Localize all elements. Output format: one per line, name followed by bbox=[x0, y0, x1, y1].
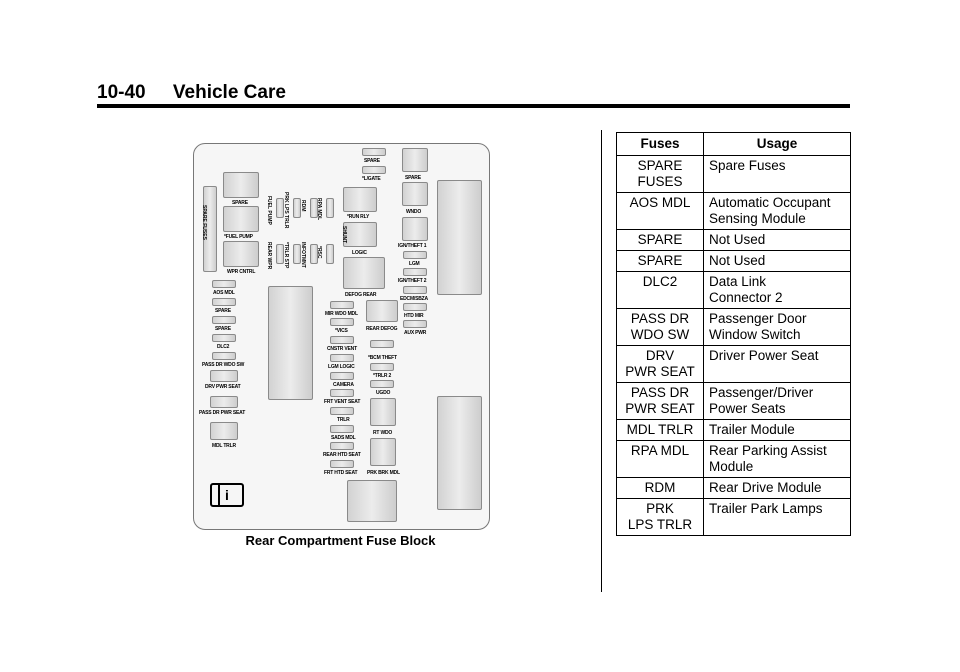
usage-line: Data Link bbox=[709, 274, 767, 289]
usage-line: Passenger Door bbox=[709, 311, 807, 326]
label-htd-mir: HTD MIR bbox=[404, 313, 424, 319]
fuse-name-cell bbox=[617, 193, 704, 230]
label-dlc2: DLC2 bbox=[217, 344, 230, 350]
label-spare-a: SPARE bbox=[232, 200, 248, 206]
fuse-name-cell bbox=[617, 251, 704, 272]
fuse-lgm-logic bbox=[330, 354, 354, 362]
usage-line: Trailer Module bbox=[709, 422, 795, 437]
table-row bbox=[617, 478, 851, 499]
fuse-frt-htd-seat bbox=[330, 460, 354, 468]
fuse-htd-mir bbox=[403, 303, 427, 311]
label-prk-brk-mdl: PRK BRK MDL bbox=[367, 470, 400, 476]
usage-line: Driver Power Seat bbox=[709, 348, 819, 363]
label-pass-dr-pwr-seat: PASS DR PWR SEAT bbox=[199, 410, 246, 416]
label-infotmnt: INFOTMNT bbox=[300, 242, 306, 268]
label-lgate: *L/GATE bbox=[362, 176, 381, 182]
label-mdl-trlr: MDL TRLR bbox=[212, 443, 236, 449]
fuse-edcm-sbza bbox=[403, 286, 427, 294]
fuse-fuel-pump bbox=[223, 206, 259, 232]
label-trlr-2: *TRLR 2 bbox=[373, 373, 392, 379]
fuse-name-line: PASS DR bbox=[630, 385, 690, 400]
fuse-name-cell bbox=[617, 346, 704, 383]
usage-line: Sensing Module bbox=[709, 211, 806, 226]
usage-cell bbox=[704, 346, 851, 383]
table-row bbox=[617, 193, 851, 230]
label-spare-c: SPARE bbox=[215, 326, 231, 332]
usage-cell bbox=[704, 156, 851, 193]
fuse-spare-b bbox=[212, 298, 236, 306]
label-sads-mdl: SADS MDL bbox=[331, 435, 356, 441]
column-header-usage: Usage bbox=[704, 133, 851, 156]
fuse-mdl-trlr bbox=[210, 422, 238, 440]
label-trlr: TRLR bbox=[337, 417, 350, 423]
fuse-spare-a bbox=[223, 172, 259, 198]
label-ign-theft-1: IGN/THEFT 1 bbox=[398, 243, 427, 249]
usage-line: Rear Drive Module bbox=[709, 480, 822, 495]
label-cnstr-vent: CNSTR VENT bbox=[327, 346, 357, 352]
usage-line: Passenger/Driver bbox=[709, 385, 814, 400]
column-header-fuses: Fuses bbox=[617, 133, 704, 156]
table-row bbox=[617, 420, 851, 441]
relay-rt-wdo bbox=[370, 398, 396, 426]
fuse-aux-pwr bbox=[403, 320, 427, 328]
label-spare-top: SPARE bbox=[364, 158, 380, 164]
label-defog-rear: DEFOG REAR bbox=[345, 292, 377, 298]
usage-line: Rear Parking Assist bbox=[709, 443, 827, 458]
label-rt-wdo: RT WDO bbox=[373, 430, 393, 436]
label-lgm: LGM bbox=[409, 261, 420, 267]
label-bcm-theft: *BCM THEFT bbox=[368, 355, 397, 361]
fuse-name-line: PWR SEAT bbox=[625, 401, 695, 416]
fuse-name-line: SPARE bbox=[637, 232, 683, 247]
label-mir-wdo-mdl: MIR WDO MDL bbox=[325, 311, 358, 317]
fuse-spare-c bbox=[212, 316, 236, 324]
relay-large-left bbox=[268, 286, 313, 400]
label-rpa-mdl: RPA MDL bbox=[316, 198, 322, 221]
relay-rear-defog bbox=[366, 300, 398, 322]
fuse-name-line: LPS TRLR bbox=[627, 517, 693, 532]
fuse-lgm bbox=[403, 251, 427, 259]
fuse-name-line: PASS DR bbox=[630, 311, 690, 326]
label-rsc: *RSC bbox=[316, 246, 322, 259]
fuse-name-line: PRK bbox=[646, 501, 674, 516]
label-rear-defog: REAR DEFOG bbox=[366, 326, 398, 332]
relay-wndo bbox=[402, 182, 428, 206]
label-ugdo: UGDO bbox=[376, 390, 391, 396]
label-aux-pwr: AUX PWR bbox=[404, 330, 427, 336]
usage-cell bbox=[704, 230, 851, 251]
label-spare-b: SPARE bbox=[215, 308, 231, 314]
fuse-dlc2 bbox=[212, 334, 236, 342]
fuse-rpa-mdl bbox=[326, 198, 334, 218]
fuse-camera bbox=[330, 372, 354, 380]
label-rdm: RDM bbox=[300, 200, 306, 212]
usage-cell bbox=[704, 272, 851, 309]
fuse-frt-vent-seat bbox=[330, 389, 354, 397]
usage-line: Not Used bbox=[709, 253, 766, 268]
label-rear-wpr: REAR WPR bbox=[266, 242, 272, 270]
usage-cell bbox=[704, 441, 851, 478]
fuse-pass-dr-wdo-sw bbox=[212, 352, 236, 360]
label-rear-htd-seat: REAR HTD SEAT bbox=[323, 452, 361, 458]
fuse-name-cell bbox=[617, 309, 704, 346]
fuse-name-cell bbox=[617, 156, 704, 193]
label-frt-vent-seat: FRT VENT SEAT bbox=[324, 399, 361, 405]
table-row bbox=[617, 251, 851, 272]
info-book-icon: i bbox=[210, 483, 244, 507]
fuse-name-line: RPA MDL bbox=[630, 443, 690, 458]
table-row bbox=[617, 346, 851, 383]
fuse-trlr bbox=[330, 407, 354, 415]
fuse-usage-table bbox=[616, 132, 851, 536]
fuse-name-line: WDO SW bbox=[630, 327, 690, 342]
usage-cell bbox=[704, 383, 851, 420]
label-edcm-sbza: EDCM/SBZA bbox=[400, 296, 428, 302]
usage-line: Window Switch bbox=[709, 327, 801, 342]
fuse-name-cell bbox=[617, 383, 704, 420]
page-number: 10-40 bbox=[97, 82, 146, 103]
label-camera: CAMERA bbox=[333, 382, 354, 388]
fuse-name-line: RDM bbox=[644, 480, 676, 495]
fuse-name-line: PWR SEAT bbox=[625, 364, 695, 379]
table-row bbox=[617, 309, 851, 346]
usage-line: Connector 2 bbox=[709, 290, 783, 305]
fuse-sads-mdl bbox=[330, 425, 354, 433]
fuse-name-cell bbox=[617, 499, 704, 536]
usage-line: Module bbox=[709, 459, 754, 474]
fuse-ugdo bbox=[370, 380, 394, 388]
fuse-name-cell bbox=[617, 478, 704, 499]
fuse-name-line: MDL TRLR bbox=[626, 422, 694, 437]
relay-prk-brk-mdl bbox=[370, 438, 396, 466]
fuse-name-cell bbox=[617, 230, 704, 251]
fuse-drv-pwr-seat bbox=[210, 370, 238, 382]
fuse-rear-htd-seat bbox=[330, 442, 354, 450]
usage-cell bbox=[704, 193, 851, 230]
fuse-name-line: SPARE bbox=[637, 158, 683, 173]
label-spare-r: SPARE bbox=[405, 175, 421, 181]
relay-large-right-bottom bbox=[437, 396, 482, 510]
label-drv-pwr-seat: DRV PWR SEAT bbox=[205, 384, 241, 390]
label-lgm-logic: LGM LOGIC bbox=[328, 364, 355, 370]
label-spare-fuses: SPARE FUSES bbox=[201, 205, 207, 240]
table-row bbox=[617, 230, 851, 251]
label-logic: LOGIC bbox=[352, 250, 367, 256]
relay-logic bbox=[343, 222, 377, 247]
fuse-vics bbox=[330, 318, 354, 326]
relay-large-right-top bbox=[437, 180, 482, 295]
fuse-rsc bbox=[326, 244, 334, 264]
label-fuel-pump-v: FUEL PUMP bbox=[266, 196, 272, 225]
label-trlr-stp: *TRLR STP bbox=[283, 242, 289, 269]
usage-cell bbox=[704, 251, 851, 272]
fuse-lgate bbox=[362, 166, 386, 174]
label-frt-htd-seat: FRT HTD SEAT bbox=[324, 470, 358, 476]
label-prk-lps-trlr: PRK LPS TRLR bbox=[283, 192, 289, 229]
fuse-cnstr-vent bbox=[330, 336, 354, 344]
fuse-name-line: DRV bbox=[645, 348, 675, 363]
usage-cell bbox=[704, 420, 851, 441]
fuse-spare-top bbox=[362, 148, 386, 156]
usage-cell bbox=[704, 478, 851, 499]
label-shunt: SHUNT bbox=[341, 226, 347, 244]
fuse-name-line: AOS MDL bbox=[629, 195, 691, 210]
fuse-name-line: FUSES bbox=[637, 174, 683, 189]
label-wndo: WNDO bbox=[406, 209, 422, 215]
label-fuel-pump: *FUEL PUMP bbox=[224, 234, 253, 240]
fuse-ign-theft-2 bbox=[403, 268, 427, 276]
label-vics: *VICS bbox=[335, 328, 348, 334]
relay-run bbox=[343, 187, 377, 212]
fuse-trlr-2 bbox=[370, 363, 394, 371]
fuse-spare-r bbox=[402, 148, 428, 172]
fuse-bcm-theft bbox=[370, 340, 394, 348]
label-run-rly: *RUN RLY bbox=[347, 214, 370, 220]
relay-ign-theft-1 bbox=[402, 217, 428, 241]
fuse-wpr-cntrl bbox=[223, 241, 259, 267]
usage-line: Power Seats bbox=[709, 401, 786, 416]
page-header bbox=[97, 82, 286, 104]
relay-defog-rear bbox=[343, 257, 385, 289]
section-title: Vehicle Care bbox=[172, 82, 286, 103]
usage-line: Trailer Park Lamps bbox=[709, 501, 823, 516]
label-aos-mdl: AOS MDL bbox=[213, 290, 235, 296]
table-row bbox=[617, 156, 851, 193]
table-row bbox=[617, 272, 851, 309]
column-divider bbox=[601, 130, 602, 592]
label-wpr-cntrl: WPR CNTRL bbox=[227, 269, 256, 275]
usage-cell bbox=[704, 309, 851, 346]
usage-line: Not Used bbox=[709, 232, 766, 247]
label-pass-dr-wdo-sw: PASS DR WDO SW bbox=[202, 362, 245, 368]
figure-caption: Rear Compartment Fuse Block bbox=[245, 533, 436, 548]
fuse-name-cell bbox=[617, 272, 704, 309]
fuse-name-cell bbox=[617, 441, 704, 478]
fuse-mir-wdo-mdl bbox=[330, 301, 354, 309]
table-header-row bbox=[617, 133, 851, 156]
usage-line: Automatic Occupant bbox=[709, 195, 831, 210]
relay-bottom bbox=[347, 480, 397, 522]
fuse-name-line: DLC2 bbox=[642, 274, 678, 289]
fuse-aos-mdl bbox=[212, 280, 236, 288]
table-row bbox=[617, 441, 851, 478]
fuse-name-cell bbox=[617, 420, 704, 441]
usage-cell bbox=[704, 499, 851, 536]
fuse-name-line: SPARE bbox=[637, 253, 683, 268]
table-row bbox=[617, 499, 851, 536]
usage-line: Spare Fuses bbox=[709, 158, 786, 173]
header-rule bbox=[97, 104, 850, 108]
label-ign-theft-2: IGN/THEFT 2 bbox=[398, 278, 427, 284]
table-row bbox=[617, 383, 851, 420]
fuse-pass-dr-pwr-seat bbox=[210, 396, 238, 408]
